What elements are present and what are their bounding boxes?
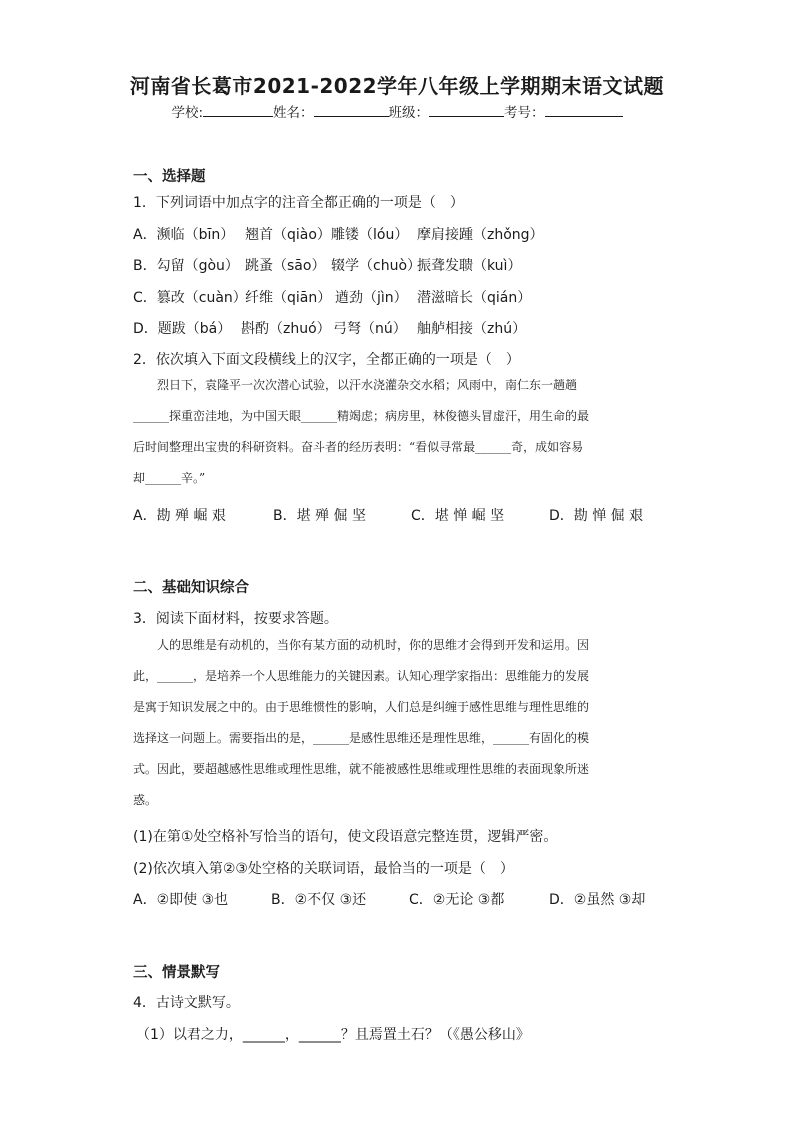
q2-passage-line: 烈日下，袁隆平一次次潜心试验，以汗水浇灌杂交水稻；风雨中，南仁东一趟趟 (157, 378, 578, 392)
q3-choice-d: D．②虽然 ③却 (549, 892, 646, 908)
q2-passage (133, 370, 661, 494)
q2-passage-line: 后时间整理出宝贵的科研资料。奋斗者的经历表明：“看似寻常最______奇，成如容易 (133, 440, 584, 454)
q3-passage (133, 630, 661, 816)
q1-option-b: B．勾留（gòu） 跳蚤（sāo） 辍学（chuò）振聋发聩（kuì） (133, 258, 522, 274)
q3-passage-line: 人的思维是有动机的，当你有某方面的动机时，你的思维才会得到开发和运用。因 (157, 638, 590, 652)
section-heading-2: 二、基础知识综合 (133, 580, 249, 596)
q3-choices (133, 889, 661, 909)
q2-choice-c: C．堪 惮 崛 坚 (411, 508, 505, 524)
q3-choice-c: C．②无论 ③都 (409, 892, 505, 908)
question-3-stem: 3．阅读下面材料，按要求答题。 (133, 611, 338, 627)
q3-sub-1: (1)在第①处空格补写恰当的语句，使文段语意完整连贯，逻辑严密。 (133, 829, 558, 845)
question-1-stem: 1．下列词语中加点字的注音全都正确的一项是（ ） (133, 195, 464, 211)
question-4-stem: 4．古诗文默写。 (133, 995, 240, 1011)
question-2-stem: 2．依次填入下面文段横线上的汉字，全都正确的一项是（ ） (133, 352, 520, 368)
class-blank (429, 102, 504, 117)
q1-option-c: C．篡改（cuàn）纤维（qiān） 遒劲（jìn） 潜滋暗长（qián） (133, 290, 532, 306)
q1-option-d: D．题跋（bá） 斟酌（zhuó） 弓弩（nú） 舳舻相接（zhú） (133, 321, 527, 337)
class-label: 班级： (388, 105, 430, 121)
q2-choice-b: B．堪 殚 倔 坚 (273, 508, 366, 524)
q3-passage-line: 此，______，是培养一个人思维能力的关键因素。认知心理学家指出：思维能力的发展 (133, 669, 590, 683)
section-heading-3: 三、情景默写 (133, 965, 220, 981)
q3-choice-b: B．②不仅 ③还 (271, 892, 367, 908)
q2-choice-a: A．勘 殚 崛 艰 (133, 508, 226, 524)
q3-passage-line: 式。因此，要超越感性思维或理性思维，就不能被感性思维或理性思维的表面现象所迷 (133, 762, 590, 776)
school-label: 学校: (171, 105, 204, 121)
q1-option-a: A．濒临（bīn） 翘首（qiào）雕镂（lóu） 摩肩接踵（zhǒng） (133, 227, 544, 243)
exam-no-label: 考号： (504, 105, 545, 121)
q3-sub-2: (2)依次填入第②③处空格的关联词语，最恰当的一项是（ ） (133, 861, 514, 877)
name-blank (314, 102, 389, 117)
q2-choices (133, 505, 661, 525)
name-label: 姓名： (273, 105, 314, 121)
q3-passage-line: 选择这一问题上。需要指出的是，______是感性思维还是理性思维，______有固化的模 (133, 731, 590, 745)
page-title: 河南省长葛市2021-2022学年八年级上学期期末语文试题 (129, 74, 665, 98)
q4-sub-1: （1）以君之力，______，______？且焉置土石？（《愚公移山》 (136, 1027, 530, 1043)
q3-choice-a: A．②即使 ③也 (133, 892, 229, 908)
q2-choice-d: D．勘 惮 倔 艰 (549, 508, 644, 524)
q2-passage-line: ______探重峦洼地，为中国天眼______精竭虑；病房里，林俊德头冒虚汗，用生命的最 (133, 409, 590, 423)
section-heading-1: 一、选择题 (133, 169, 206, 185)
q2-passage-line: 却______辛。” (133, 471, 206, 485)
school-blank (203, 102, 273, 117)
exam-no-blank (545, 102, 623, 117)
student-info-line (0, 101, 794, 121)
q3-passage-line: 惑。 (133, 793, 158, 807)
q3-passage-line: 是寓于知识发展之中的。由于思维惯性的影响，人们总是纠缠于感性思维与理性思维的 (133, 700, 590, 714)
